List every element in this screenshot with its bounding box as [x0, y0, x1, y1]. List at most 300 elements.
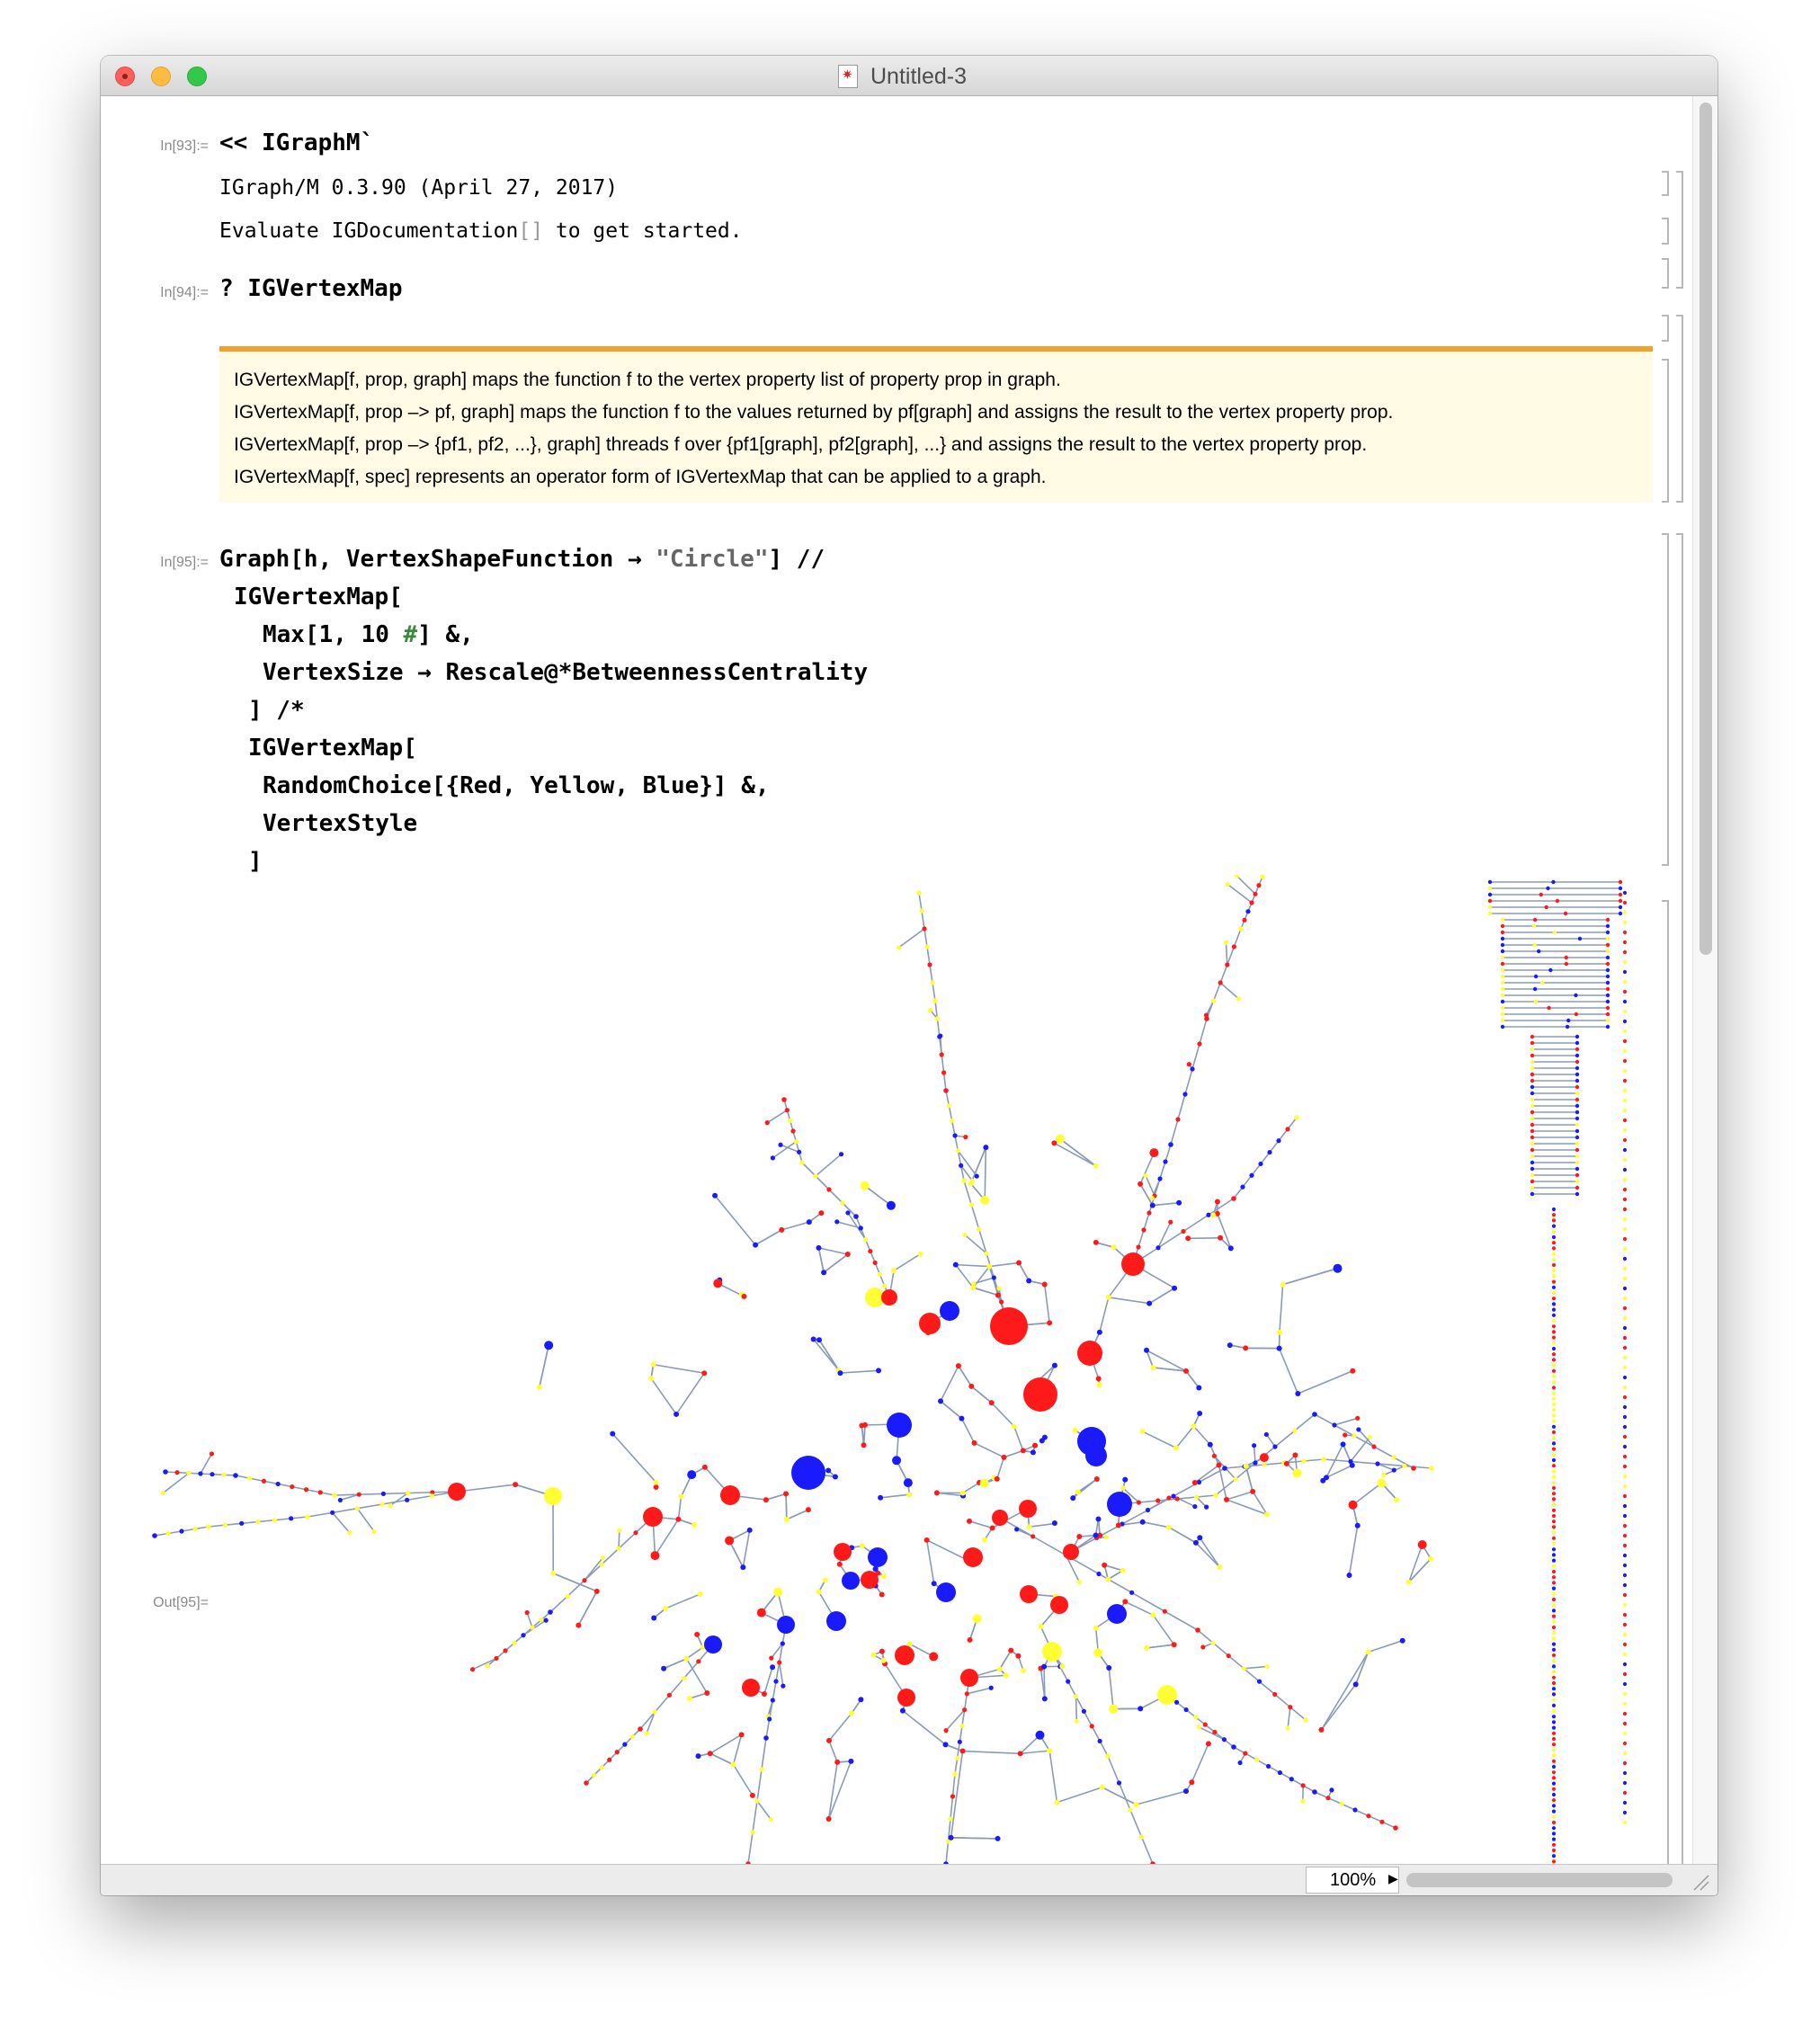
- graph-vertex: [1530, 1123, 1534, 1127]
- graph-vertex: [1097, 1382, 1102, 1387]
- graph-vertex: [1093, 1163, 1099, 1169]
- graph-vertex: [1623, 1662, 1627, 1666]
- cell-group-bracket[interactable]: [1676, 171, 1683, 289]
- graph-vertex: [1530, 1098, 1534, 1101]
- graph-vertex: [794, 1139, 798, 1144]
- graph-vertex: [617, 1529, 621, 1533]
- graph-vertex: [152, 1533, 157, 1538]
- graph-vertex: [1623, 1465, 1627, 1468]
- graph-vertex: [544, 1341, 553, 1350]
- play-triangle-icon[interactable]: ▶: [1388, 1872, 1398, 1886]
- graph-vertex: [1019, 1500, 1037, 1518]
- input-code-93: << IGraphM`: [219, 129, 375, 156]
- close-button[interactable]: [115, 67, 135, 86]
- graph-edge: [973, 1288, 998, 1295]
- graph-vertex: [1237, 1760, 1242, 1765]
- graph-vertex: [924, 1537, 930, 1543]
- graph-vertex: [1552, 1659, 1556, 1662]
- graph-vertex: [975, 1174, 979, 1179]
- usage-line: IGVertexMap[f, prop, graph] maps the function f to the vertex property list of property prop in graph.: [234, 370, 1061, 390]
- graph-vertex: [1175, 1496, 1180, 1501]
- graph-vertex: [1051, 1140, 1057, 1145]
- graph-vertex: [1606, 1025, 1610, 1029]
- graph-edge: [880, 1494, 909, 1498]
- graph-edge: [963, 1483, 979, 1493]
- graph-vertex: [1552, 1413, 1556, 1417]
- graph-vertex: [584, 1780, 589, 1786]
- graph-vertex: [1552, 1859, 1556, 1863]
- graph-vertex: [1501, 949, 1504, 953]
- graph-vertex: [1300, 1799, 1305, 1804]
- graph-vertex: [1073, 1428, 1078, 1433]
- graph-vertex: [950, 1794, 955, 1798]
- graph-vertex: [1262, 1462, 1266, 1466]
- graph-vertex: [1250, 1489, 1255, 1494]
- help-text-post: to get started.: [543, 219, 743, 243]
- graph-vertex: [713, 1279, 722, 1288]
- graph-vertex: [1530, 1142, 1534, 1145]
- graph-vertex: [1429, 1466, 1434, 1471]
- graph-output[interactable]: [101, 875, 1692, 1864]
- graph-edge: [640, 1644, 713, 1729]
- graph-vertex: [739, 1732, 745, 1737]
- graph-vertex: [1530, 1117, 1534, 1120]
- graph-vertex: [1575, 1167, 1579, 1171]
- graph-vertex: [1552, 1436, 1556, 1439]
- graph-vertex: [1623, 970, 1627, 974]
- graph-vertex: [1552, 1380, 1556, 1384]
- graph-vertex: [1623, 1544, 1627, 1547]
- graph-vertex: [935, 1016, 940, 1020]
- graph-vertex: [1623, 1702, 1627, 1706]
- cell-bracket[interactable]: [1662, 171, 1669, 196]
- graph-vertex: [773, 1679, 778, 1683]
- graph-vertex: [922, 926, 926, 931]
- graph-vertex: [1552, 1742, 1556, 1746]
- graph-vertex: [1501, 994, 1504, 997]
- graph-vertex: [959, 1416, 964, 1422]
- graph-vertex: [1402, 1464, 1406, 1468]
- graph-vertex: [1191, 1423, 1196, 1429]
- graph-vertex: [1206, 1741, 1211, 1746]
- help-text-brackets: []: [518, 219, 544, 243]
- graph-vertex: [1552, 1620, 1556, 1624]
- graph-vertex: [582, 1578, 586, 1582]
- graph-vertex: [1552, 1575, 1556, 1579]
- graph-vertex: [1623, 1366, 1627, 1369]
- graph-vertex: [1623, 1168, 1627, 1172]
- graph-vertex: [1623, 1475, 1627, 1478]
- graph-vertex: [1623, 1653, 1627, 1656]
- graph-vertex: [485, 1663, 490, 1669]
- graph-vertex: [878, 1272, 882, 1277]
- graph-edge: [927, 1540, 968, 1560]
- graph-edge: [1100, 1297, 1109, 1332]
- graph-vertex: [1552, 1314, 1556, 1317]
- graph-vertex: [1047, 1748, 1052, 1753]
- graph-vertex: [1619, 905, 1622, 909]
- graph-vertex: [861, 1571, 879, 1589]
- minimize-button[interactable]: [151, 67, 171, 86]
- graph-edge: [1196, 1543, 1220, 1567]
- graph-edge: [1356, 1652, 1369, 1684]
- graph-vertex: [1552, 1469, 1556, 1473]
- graph-vertex: [1552, 1698, 1556, 1702]
- horizontal-scrollbar-thumb[interactable]: [1406, 1873, 1673, 1887]
- cell-bracket[interactable]: [1662, 359, 1669, 503]
- graph-vertex: [1552, 1648, 1556, 1652]
- graph-edge: [816, 1154, 842, 1176]
- graph-vertex: [1096, 1572, 1101, 1576]
- graph-vertex: [1182, 1092, 1187, 1096]
- graph-edge: [898, 929, 924, 948]
- graph-vertex: [826, 1611, 846, 1631]
- graph-vertex: [1352, 1433, 1356, 1438]
- graph-vertex: [1623, 1633, 1627, 1636]
- graph-vertex: [651, 1615, 656, 1620]
- graph-vertex: [1623, 990, 1627, 994]
- graph-vertex: [1623, 1425, 1627, 1429]
- graph-edge: [1073, 1479, 1097, 1498]
- graph-vertex: [1501, 981, 1504, 985]
- graph-vertex: [539, 1618, 543, 1622]
- graph-vertex: [1552, 1776, 1556, 1779]
- graph-edge: [1334, 1418, 1358, 1425]
- graph-vertex: [1552, 1564, 1556, 1568]
- graph-vertex: [968, 1384, 974, 1389]
- graph-vertex: [1377, 1478, 1386, 1487]
- graph-vertex: [853, 1214, 859, 1219]
- graph-vertex: [1224, 940, 1228, 945]
- cell-bracket[interactable]: [1662, 533, 1669, 866]
- graph-vertex: [929, 1652, 938, 1661]
- graph-vertex: [937, 1034, 941, 1038]
- graph-vertex: [1575, 1035, 1579, 1038]
- graph-vertex: [1552, 1626, 1556, 1629]
- graph-vertex: [916, 890, 922, 896]
- graph-edge: [992, 1403, 1014, 1426]
- graph-vertex: [1552, 1737, 1556, 1741]
- graph-vertex: [1623, 1257, 1627, 1261]
- graph-edge: [1045, 1284, 1049, 1323]
- graph-vertex: [357, 1493, 361, 1497]
- graph-vertex: [1606, 937, 1610, 940]
- graph-vertex: [1008, 1648, 1013, 1653]
- graph-vertex: [1534, 975, 1538, 978]
- graph-vertex: [223, 1523, 228, 1528]
- cell-bracket[interactable]: [1662, 900, 1669, 1864]
- graph-edge: [734, 1765, 753, 1796]
- graph-vertex: [1150, 1196, 1155, 1200]
- graph-vertex: [1546, 887, 1549, 890]
- graph-edge: [654, 1365, 705, 1374]
- graph-vertex: [892, 1456, 901, 1465]
- graph-vertex: [1552, 1821, 1556, 1824]
- graph-vertex: [770, 1664, 775, 1670]
- graph-vertex: [1532, 924, 1536, 928]
- graph-vertex: [616, 1546, 620, 1551]
- graph-vertex: [1212, 1730, 1217, 1734]
- graph-vertex: [1552, 1793, 1556, 1796]
- graph-vertex: [1623, 1554, 1627, 1557]
- graph-vertex: [708, 1751, 713, 1756]
- graph-vertex: [813, 1173, 817, 1178]
- cell-group-bracket[interactable]: [1676, 315, 1683, 503]
- graph-vertex: [1552, 1336, 1556, 1340]
- graph-vertex: [1175, 1117, 1180, 1121]
- graph-vertex: [773, 1588, 782, 1597]
- graph-vertex: [1375, 1461, 1379, 1466]
- graph-edge: [1321, 1652, 1368, 1729]
- graph-vertex: [1129, 1591, 1134, 1595]
- graph-vertex: [1393, 1825, 1398, 1831]
- graph-edge: [786, 1493, 787, 1520]
- graph-vertex: [861, 1442, 867, 1448]
- graph-vertex: [1063, 1544, 1079, 1560]
- graph-vertex: [1324, 1475, 1329, 1480]
- code-line: ] /*: [248, 697, 305, 724]
- graph-vertex: [1026, 1278, 1031, 1283]
- graph-edge: [1351, 1437, 1369, 1461]
- graph-vertex: [1552, 1715, 1556, 1718]
- graph-vertex: [1042, 1281, 1048, 1287]
- graph-vertex: [1606, 956, 1610, 959]
- vertical-scrollbar-thumb[interactable]: [1700, 102, 1712, 955]
- graph-vertex: [1187, 1062, 1191, 1066]
- graph-edge: [647, 1712, 655, 1734]
- graph-vertex: [965, 1691, 969, 1696]
- graph-vertex: [1623, 1445, 1627, 1448]
- graph-vertex: [1137, 1500, 1141, 1504]
- graph-vertex: [1301, 1458, 1306, 1463]
- graph-vertex: [650, 1551, 659, 1560]
- graph-vertex: [448, 1483, 466, 1501]
- graph-vertex: [834, 1760, 840, 1765]
- graph-vertex: [1042, 1435, 1048, 1440]
- graph-vertex: [1530, 1154, 1534, 1158]
- graph-vertex: [687, 1470, 696, 1479]
- graph-vertex: [1406, 1580, 1412, 1585]
- graph-vertex: [952, 1771, 958, 1777]
- zoom-menu[interactable]: 100%: [1306, 1867, 1399, 1894]
- cell-bracket[interactable]: [1662, 218, 1669, 245]
- graph-vertex: [968, 1181, 974, 1187]
- graph-vertex: [924, 944, 929, 949]
- graph-vertex: [1138, 1181, 1143, 1187]
- graph-vertex: [1552, 1252, 1556, 1256]
- graph-edge: [1171, 1019, 1207, 1145]
- graph-vertex: [848, 1759, 853, 1764]
- graph-vertex: [720, 1485, 740, 1505]
- graph-edge: [764, 1667, 772, 1694]
- graph-vertex: [1285, 1127, 1289, 1131]
- graph-vertex: [1623, 1811, 1627, 1814]
- graph-edge: [1014, 1426, 1023, 1450]
- graph-vertex: [1552, 1826, 1556, 1830]
- graph-vertex: [1552, 1720, 1556, 1724]
- graph-vertex: [1155, 1245, 1160, 1250]
- graph-edge: [840, 1370, 879, 1373]
- graph-vertex: [1093, 1533, 1099, 1538]
- zoom-button[interactable]: [187, 67, 207, 86]
- resize-grip-icon[interactable]: [1689, 1870, 1710, 1892]
- graph-vertex: [1623, 1306, 1627, 1310]
- graph-vertex: [1552, 1324, 1556, 1328]
- graph-vertex: [1211, 1641, 1216, 1645]
- graph-vertex: [1146, 1210, 1151, 1215]
- graph-vertex: [849, 1711, 854, 1716]
- graph-vertex: [565, 1594, 569, 1599]
- graph-vertex: [1056, 1135, 1065, 1144]
- graph-vertex: [1623, 980, 1627, 984]
- graph-edge: [1169, 1528, 1196, 1543]
- graph-edge: [333, 1512, 350, 1532]
- graph-vertex: [1552, 1497, 1556, 1501]
- graph-vertex: [1172, 1286, 1177, 1291]
- graph-vertex: [783, 1491, 789, 1496]
- graph-vertex: [1193, 1715, 1198, 1719]
- graph-vertex: [1623, 1821, 1627, 1824]
- input-cell-93[interactable]: [219, 129, 374, 156]
- graph-vertex: [1371, 1444, 1376, 1448]
- graph-edge: [729, 1540, 743, 1567]
- graph-vertex: [1552, 1754, 1556, 1758]
- graph-vertex: [1059, 1663, 1065, 1669]
- graph-vertex: [1339, 1802, 1343, 1806]
- graph-vertex: [763, 1735, 769, 1741]
- graph-vertex: [1381, 1473, 1386, 1477]
- graph-edge: [1021, 1751, 1049, 1753]
- graph-vertex: [826, 1738, 832, 1743]
- graph-vertex: [179, 1529, 183, 1533]
- graph-vertex: [1144, 1645, 1149, 1651]
- graph-vertex: [1552, 1525, 1556, 1529]
- graph-edge: [1352, 1483, 1381, 1504]
- graph-vertex: [750, 1793, 755, 1798]
- graph-vertex: [785, 1108, 790, 1112]
- graph-vertex: [1501, 987, 1504, 991]
- graph-edge: [163, 1473, 189, 1493]
- cell-bracket[interactable]: [1662, 258, 1669, 289]
- graph-vertex: [769, 1656, 773, 1661]
- graph-vertex: [1035, 1731, 1044, 1740]
- graph-vertex: [1623, 891, 1627, 895]
- graph-vertex: [1552, 1392, 1556, 1395]
- graph-vertex: [862, 1422, 868, 1428]
- graph-vertex: [1623, 950, 1627, 954]
- graph-vertex: [1575, 1110, 1579, 1114]
- graph-vertex: [731, 1762, 736, 1768]
- graph-vertex: [757, 1609, 766, 1618]
- graph-vertex: [1366, 1649, 1371, 1654]
- graph-vertex: [940, 1052, 944, 1056]
- help-text-pre: Evaluate IGDocumentation: [219, 219, 519, 243]
- graph-vertex: [1200, 1644, 1205, 1649]
- graph-vertex: [1428, 1556, 1433, 1562]
- graph-vertex: [1341, 1441, 1346, 1447]
- graph-edge: [1044, 1667, 1045, 1699]
- graph-vertex: [1356, 1427, 1361, 1431]
- graph-vertex: [1623, 1484, 1627, 1488]
- graph-edge: [1253, 1492, 1267, 1515]
- graph-vertex: [750, 1830, 754, 1834]
- graph-vertex: [1105, 1577, 1111, 1582]
- graph-vertex: [206, 1524, 211, 1529]
- notebook-content[interactable]: [101, 96, 1692, 1864]
- graph-vertex: [1552, 1810, 1556, 1814]
- graph-edge: [1409, 1545, 1423, 1582]
- usage-line: IGVertexMap[f, spec] represents an operator form of IGVertexMap that can be applied to a graph.: [234, 467, 1047, 487]
- graph-vertex: [1623, 1138, 1627, 1142]
- graph-vertex: [1552, 1352, 1556, 1356]
- graph-vertex: [1623, 1435, 1627, 1439]
- graph-vertex: [960, 1749, 966, 1754]
- graph-vertex: [1288, 1705, 1292, 1709]
- graph-vertex: [1623, 1742, 1627, 1745]
- graph-vertex: [1530, 1073, 1534, 1076]
- graph-edge: [757, 1801, 771, 1820]
- graph-vertex: [1146, 1508, 1150, 1512]
- graph-vertex: [1623, 1010, 1627, 1013]
- graph-vertex: [521, 1633, 525, 1637]
- graph-vertex: [1264, 1511, 1270, 1517]
- graph-vertex: [643, 1507, 663, 1527]
- graph-vertex: [806, 1507, 811, 1512]
- graph-vertex: [405, 1498, 409, 1502]
- input-cell-94[interactable]: [219, 275, 403, 302]
- graph-vertex: [1243, 1751, 1247, 1756]
- graph-vertex: [575, 1623, 581, 1628]
- graph-edge: [971, 1386, 991, 1403]
- graph-vertex: [1606, 924, 1610, 928]
- graph-vertex: [1208, 1442, 1213, 1448]
- graph-vertex: [1041, 1664, 1047, 1670]
- graph-vertex: [1104, 1535, 1109, 1539]
- graph-vertex: [1623, 1336, 1627, 1340]
- graph-vertex: [1227, 1653, 1231, 1658]
- graph-vertex: [1394, 1497, 1399, 1502]
- cell-group-bracket[interactable]: [1676, 533, 1683, 1864]
- graph-vertex: [997, 1666, 1003, 1671]
- graph-vertex: [1085, 1445, 1107, 1466]
- graph-edge: [837, 1222, 861, 1228]
- graph-vertex: [1077, 1580, 1082, 1584]
- graph-vertex: [777, 1660, 781, 1664]
- cell-bracket[interactable]: [1662, 315, 1669, 342]
- graph-edge: [1298, 1371, 1352, 1394]
- graph-vertex: [1272, 1692, 1277, 1697]
- graph-vertex: [1623, 1188, 1627, 1191]
- graph-vertex: [989, 1400, 995, 1405]
- graph-edge: [578, 1591, 596, 1626]
- graph-vertex: [1623, 1771, 1627, 1775]
- graph-vertex: [1552, 1854, 1556, 1858]
- graph-vertex: [1552, 1464, 1556, 1467]
- graph-vertex: [1172, 1642, 1177, 1647]
- graph-vertex: [1552, 1603, 1556, 1607]
- graph-vertex: [1623, 1692, 1627, 1696]
- graph-vertex: [1021, 1668, 1026, 1673]
- graph-vertex: [1623, 1781, 1627, 1785]
- graph-vertex: [936, 1582, 956, 1602]
- graph-edge: [1321, 1684, 1355, 1730]
- graph-vertex: [1623, 1603, 1627, 1607]
- graph-vertex: [1136, 1244, 1140, 1249]
- graph-vertex: [876, 1368, 881, 1373]
- graph-vertex: [878, 1495, 883, 1501]
- graph-vertex: [1020, 1585, 1038, 1603]
- graph-vertex: [1623, 1000, 1627, 1003]
